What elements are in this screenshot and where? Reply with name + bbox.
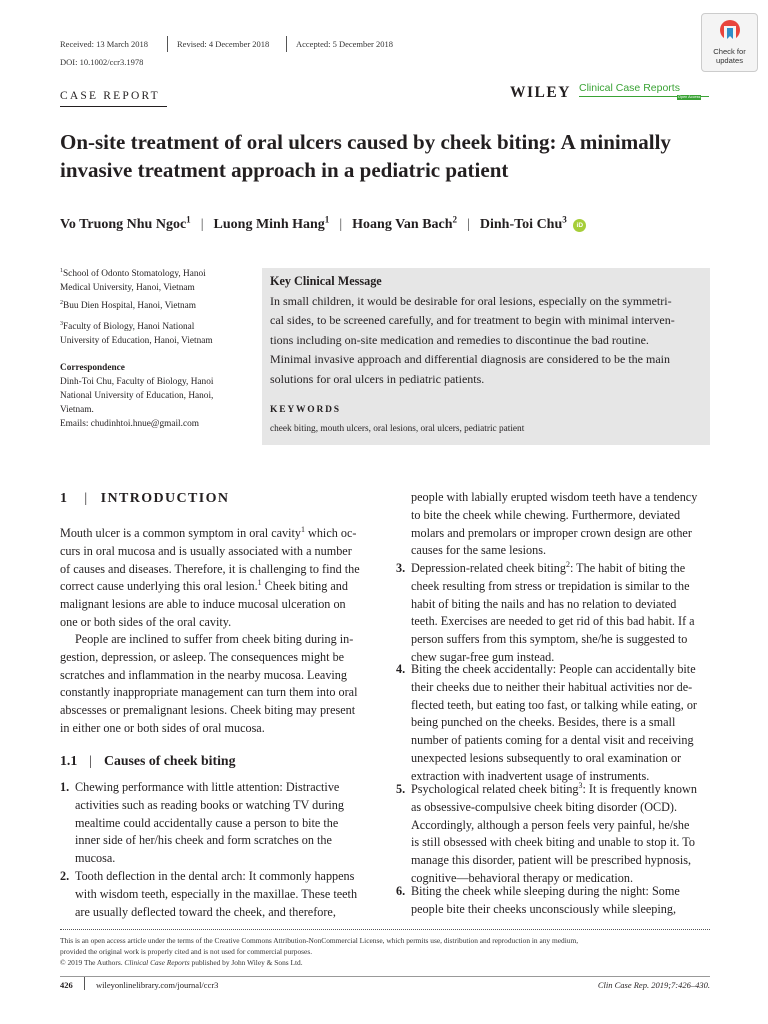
affiliation: $^1$School of Odonto Stomatology, Hanoi Medical University, Hanoi, Vietnam: [60, 267, 206, 293]
keywords-heading: KEYWORDS: [270, 405, 341, 415]
article-title: On-site treatment of oral ulcers caused by cheek biting: A minimally invasive treatment approach in a pediatric patient: [60, 130, 671, 182]
keywords-list: cheek biting, mouth ulcers, oral lesions, oral ulcers, pediatric patient: [270, 424, 525, 434]
journal-logo[interactable]: Clinical Case Reports: [579, 82, 680, 94]
footer-separator: [84, 977, 85, 990]
list-item: 4. Biting the cheek accidentally: People can accidentally bite their cheeks due to neither their habitual activities nor de- flected teeth, but eating too fast, or talking while eating, or being punched on the cheeks. Besides, there is a small number of patients coming for a dental visit and receiving unexpected lesions subsequently to oral examination or extraction with inadvertent usage of instruments.: [396, 662, 697, 783]
check-for-label: Check for: [713, 47, 746, 56]
affiliation: $^3$Faculty of Biology, Hanoi National University of Education, Hanoi, Vietnam: [60, 320, 213, 346]
page-number: 426: [60, 980, 73, 990]
key-message-line: Minimal invasive approach and differential diagnosis are considered to be the main: [270, 352, 670, 367]
open-access-badge: Open Access: [678, 95, 701, 99]
orcid-icon[interactable]: iD: [573, 219, 586, 232]
correspondence: Correspondence Dinh-Toi Chu, Faculty of Biology, Hanoi National University of Education, Hanoi, Vietnam. Emails: chudinhtoi.hnue@gmail.com: [60, 361, 258, 431]
key-message-line: cal sides, to be screened carefully, and for treatment to begin with minimal interven-: [270, 313, 675, 328]
key-message-line: tions including on-site medication and remedies to discontinue the bad routine.: [270, 332, 649, 347]
author-name[interactable]: Luong Minh Hang$^1$: [213, 214, 330, 232]
journal-url[interactable]: wileyonlinelibrary.com/journal/ccr3: [96, 980, 219, 990]
correspondence-heading: Correspondence: [60, 363, 125, 373]
key-message-line: In small children, it would be desirable for oral lesions, especially on the symmetri-: [270, 294, 672, 308]
license-text: This is an open access article under the terms of the Creative Commons Attribution-NonCommercial License, which permits use, distribution and reproduction in any medium, provided the original work is properly cited and is not used for commercial purposes. © 2019 The Authors. Clinical Case Reports published by John Wiley & Sons Ltd.: [60, 936, 579, 967]
list-item: 6. Biting the cheek while sleeping during the night: Some people bite their cheeks unconsciously while sleeping,: [396, 884, 680, 916]
crossmark-icon: [719, 19, 741, 41]
received-date: Received: 13 March 2018: [60, 39, 149, 49]
section-heading-introduction: 1 | INTRODUCTION: [60, 491, 230, 506]
author-name[interactable]: Dinh-Toi Chu$^3$: [479, 214, 567, 232]
accepted-date: Accepted: 5 December 2018: [296, 39, 393, 49]
article-type: CASE REPORT: [60, 90, 160, 102]
key-message-heading: Key Clinical Message: [270, 274, 382, 288]
doi[interactable]: DOI: 10.1002/ccr3.1978: [60, 57, 144, 67]
correspondence-email[interactable]: Emails: chudinhtoi.hnue@gmail.com: [60, 419, 199, 429]
list-item: 1. Chewing performance with little attention: Distractive activities such as reading books or watching TV during mealtime could accidentally cause a person to bite the inner side of her/his cheek and form scratches on the mucosa.: [60, 780, 344, 866]
author-name[interactable]: Hoang Van Bach$^2$: [352, 214, 458, 232]
author-name[interactable]: Vo Truong Nhu Ngoc$^1$: [60, 214, 191, 232]
affiliation: $^2$Buu Dien Hospital, Hanoi, Vietnam: [60, 299, 197, 311]
citation: Clin Case Rep. 2019;7:426–430.: [597, 980, 710, 990]
author-list: Vo Truong Nhu Ngoc$^1$ | Luong Minh Hang$^1$ | Hoang Van Bach$^2$ | Dinh-Toi Chu$^3$ iD: [60, 217, 586, 233]
article-type-underline: [60, 106, 167, 107]
publisher-logo: WILEY: [510, 84, 571, 101]
header-divider: [286, 36, 287, 52]
intro-paragraph-1: Mouth ulcer is a common symptom in oral cavity$^1$ which oc- curs in oral mucosa and is usually associated with a number of causes and diseases. Therefore, it is challenging to find the correct cause underlying this oral lesion.$^1$ Cheek biting and malignant lesions are able to induce mucosal ulceration on one or both sides of the oral cavity.: [60, 524, 360, 629]
footer-rule: [60, 976, 710, 977]
key-clinical-message-box: [262, 268, 710, 445]
list-item: 2. Tooth deflection in the dental arch: It commonly happens with wisdom teeth, especially in the maxillae. These teeth are usually deflected toward the cheek, and therefore,: [60, 869, 358, 919]
list-item: 5. Psychological related cheek biting$^3$: It is frequently known as obsessive-compulsive cheek biting disorder (OCD). Accordingly, although a person feels very painful, he/she is still obsessed with cheek biting and unable to stop it. To manage this disorder, patient will be prescribed hypnosis, cognitive—behavioral therapy or medication.: [396, 780, 697, 885]
key-message-line: solutions for oral ulcers in pediatric patients.: [270, 371, 485, 386]
list-item-continued: people with labially erupted wisdom teeth have a tendency to bite the cheek while chewing. Furthermore, deviated molars and premolars or improper crown design are other causes for the same lesions.: [411, 490, 698, 558]
header-divider: [167, 36, 168, 52]
check-for-updates-button[interactable]: [701, 13, 758, 72]
revised-date: Revised: 4 December 2018: [177, 39, 270, 49]
updates-label: updates: [715, 56, 744, 65]
list-item: 3. Depression-related cheek biting$^2$: The habit of biting the cheek resulting from stress or trepidation is similar to the habit of biting the nails and has no relation to deviated teeth. Exercises are needed to get rid of this bad habit. If a person suffers from this symptom, she/he is suggested to chew sugar-free gum instead.: [396, 559, 695, 664]
subsection-heading: 1.1 | Causes of cheek biting: [60, 753, 236, 768]
footer-divider: [60, 929, 710, 930]
intro-paragraph-2: People are inclined to suffer from cheek biting during in- gestion, depression, or asleep. The consequences might be scratches and inflammation in the nearby mucosa. Leaving constantly inappropriate management can turn them into oral abscesses or premalignant lesions. Cheek biting may present in either one or both sides of oral mucosa.: [60, 632, 358, 735]
